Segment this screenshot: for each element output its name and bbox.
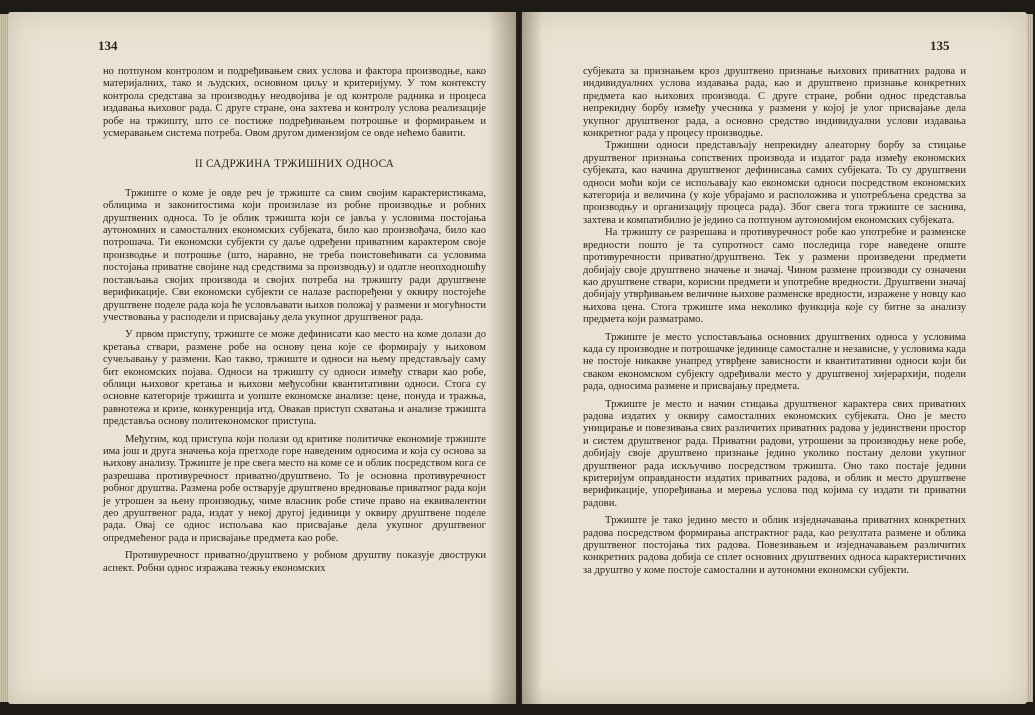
paragraph: Тржишни односи представљају непрекидну алеаторну борбу за стицање друштвеног признања сопствених производа и издатог рада између економских субјеката, као начина друштвеног дефинисања самих субјеката. То су друштвени односи моћи који се испољавају као економски односи посредством економских категорија и величина (у које убрајамо и расположива и употребљена средства за производњу и организацију процеса рада). Због свега тога тржиште се заснива, захтева и компатибилно је једино са потпуном аутономијом економских субјеката. <box>583 140 966 226</box>
left-page-number: 134 <box>98 38 118 53</box>
section-heading: II САДРЖИНА ТРЖИШНИХ ОДНОСА <box>194 158 395 171</box>
paragraph: На тржишту се разрешава и противуречност робе као употребне и разменске вредности пошто је та супротност само последица горе наведене опште противуречности приватно/друштвено. Тек у размени произведени предмети добијају своје друштвено значење и значај. Чином размене производи су означени као друштвене ствари, корисни предмети и употребне вредности. Друштвени значај добијају утврђивањем величине њихове разменске вредности, изражене у новцу као њихова цена. Стога тржиште има неколико функција које су битне за анализу предмета који разматрамо. <box>583 227 966 326</box>
left-text-column <box>103 66 486 575</box>
gutter-shadow-right <box>520 12 542 704</box>
paragraph: Међутим, код приступа који полази од критике политичке економије тржиште има још и друга значења која претходе горе наведеним односима и која су основа за њихову анализу. Тржиште је пре свега место на коме се и облик посредством кога се разрешава противуречност приватно/друштвено. То је основна противуречност робног друштва. Размена робе остварује друштвено вредновање приватног рада који је утрошен за њену производњу, чиме власник робе стиче право на еквивалентни део друштвеног рада, издат у некој другој јединици у оквиру друштвене поделе рада. Овај се однос испољава као присвајање дела укупног друштвеног опредмећеног рада и присвајање предмета као робе. <box>103 433 486 544</box>
paragraph: Тржиште је место успостављања основних друштвених односа у условима када су производне и потрошачке јединице самосталне и независне, у условима када не постоје никакве унапред утврђене зависности и квантитативни односи који би сваком економском субјекту одређивали место у друштвеној хијерархији, подели рада, односима размене и присвајању предмета. <box>583 331 966 393</box>
paragraph-continued: субјеката за признањем кроз друштвено признање њихових приватних радова и индивидуалних услова издавања рада, као и друштвено признање конкретних предмета као њихових производа. С друге стране, робни однос представља непрекидну борбу између учесника у размени у којој је улог присвајање дела укупног друштвеног рада, а основно средство индивидуални услови издавања конкретног рада у процесу производње. <box>583 66 966 140</box>
right-page-number: 135 <box>930 38 950 53</box>
right-text-column <box>583 66 966 577</box>
paragraph: Тржиште о коме је овде реч је тржиште са свим својим карактеристикама, облицима и законитостима који произилазе из робне производње и робних друштвених односа. То је облик тржишта који се јавља у условима постојања аутономних и самосталних економских субјеката, било као произвођача, било као потрошача. Ти економски субјекти су даље одређени приватним карактером своје производње и потрошње (што, наравно, не треба поистовећивати са условима постојања приватне својине над средствима за производњу) и одатле неопходношћу постављања својих производа и својих потреба на тржишту ради друштвене верификације. Сви економски субјекти се налазе распоређени у оквиру постојеће друштвене поделе рада која ће условљавати њихов положај у размени и могућности учествовања у расподели и присвајању дела укупног друштвеног рада. <box>103 187 486 323</box>
paragraph: Противуречност приватно/друштвено у робном друштву показује двоструки аспект. Робни однос изражава тежњу економских <box>103 550 486 574</box>
gutter-shadow-left <box>488 12 518 704</box>
paragraph-continued: но потпуном контролом и подређивањем свих услова и фактора производње, како материјалних, тако и људских, основном циљу и критеријуму. У том контексту контрола средстава за производњу неодвојива је од контроле радника и процеса издавања њиховог рада. С друге стране, она захтева и контролу услова реализације робе на тржишту, што се постиже подређивањем потрошње и формирањем и усмеравањем система потреба. Овом другом димензијом се овде нећемо бавити. <box>103 66 486 140</box>
paragraph: Тржиште је место и начин стицања друштвеног карактера свих приватних радова издатих у оквиру самосталних економских субјеката. Оно је место уницирање и повезивања свих различитих приватних радова у јединствени простор и систем друштвеног рада. Приватни радови, утрошени за производњу неке робе, добијају своје друштвено признање једино уколико постану делови укупног друштвеног рада искључиво посредством тржишта. Оно тако постаје једини критеријум оправданости издатих приватних радова, и облик и место друштвене верификације, упоређивања и мерења услова под којима су издати ти приватни радови. <box>583 398 966 509</box>
paragraph: У првом приступу, тржиште се може дефинисати као место на коме долази до кретања ствари, размене робе на основу цена које се формирају у њиховом сучељавању у размени. Као такво, тржиште и односи на њему представљају саму бит економских појава. Односи на тржишту су односи између ствари као робе, облици њиховог кретања и њихови међусобни квантитативни односи. Стога су основне категорије тржишта и уопште економске анализе: цене, понуда и тражња, равнотежа и кризе, конкуренција итд. Овакав приступ схватања и анализе тржишта представља основу политекономског приступа. <box>103 329 486 428</box>
paragraph: Тржиште је тако једино место и облик изједначавања приватних конкретних радова посредством формирања апстрактног рада, као резултата размене и облика друштвеног постојања тих радова. Повезивањем и изједначавањем различитих конкретних радова добија се сплет основних друштвених односа карактеристичних за друштво у коме постоје самостални и аутономни економски субјекти. <box>583 515 966 576</box>
